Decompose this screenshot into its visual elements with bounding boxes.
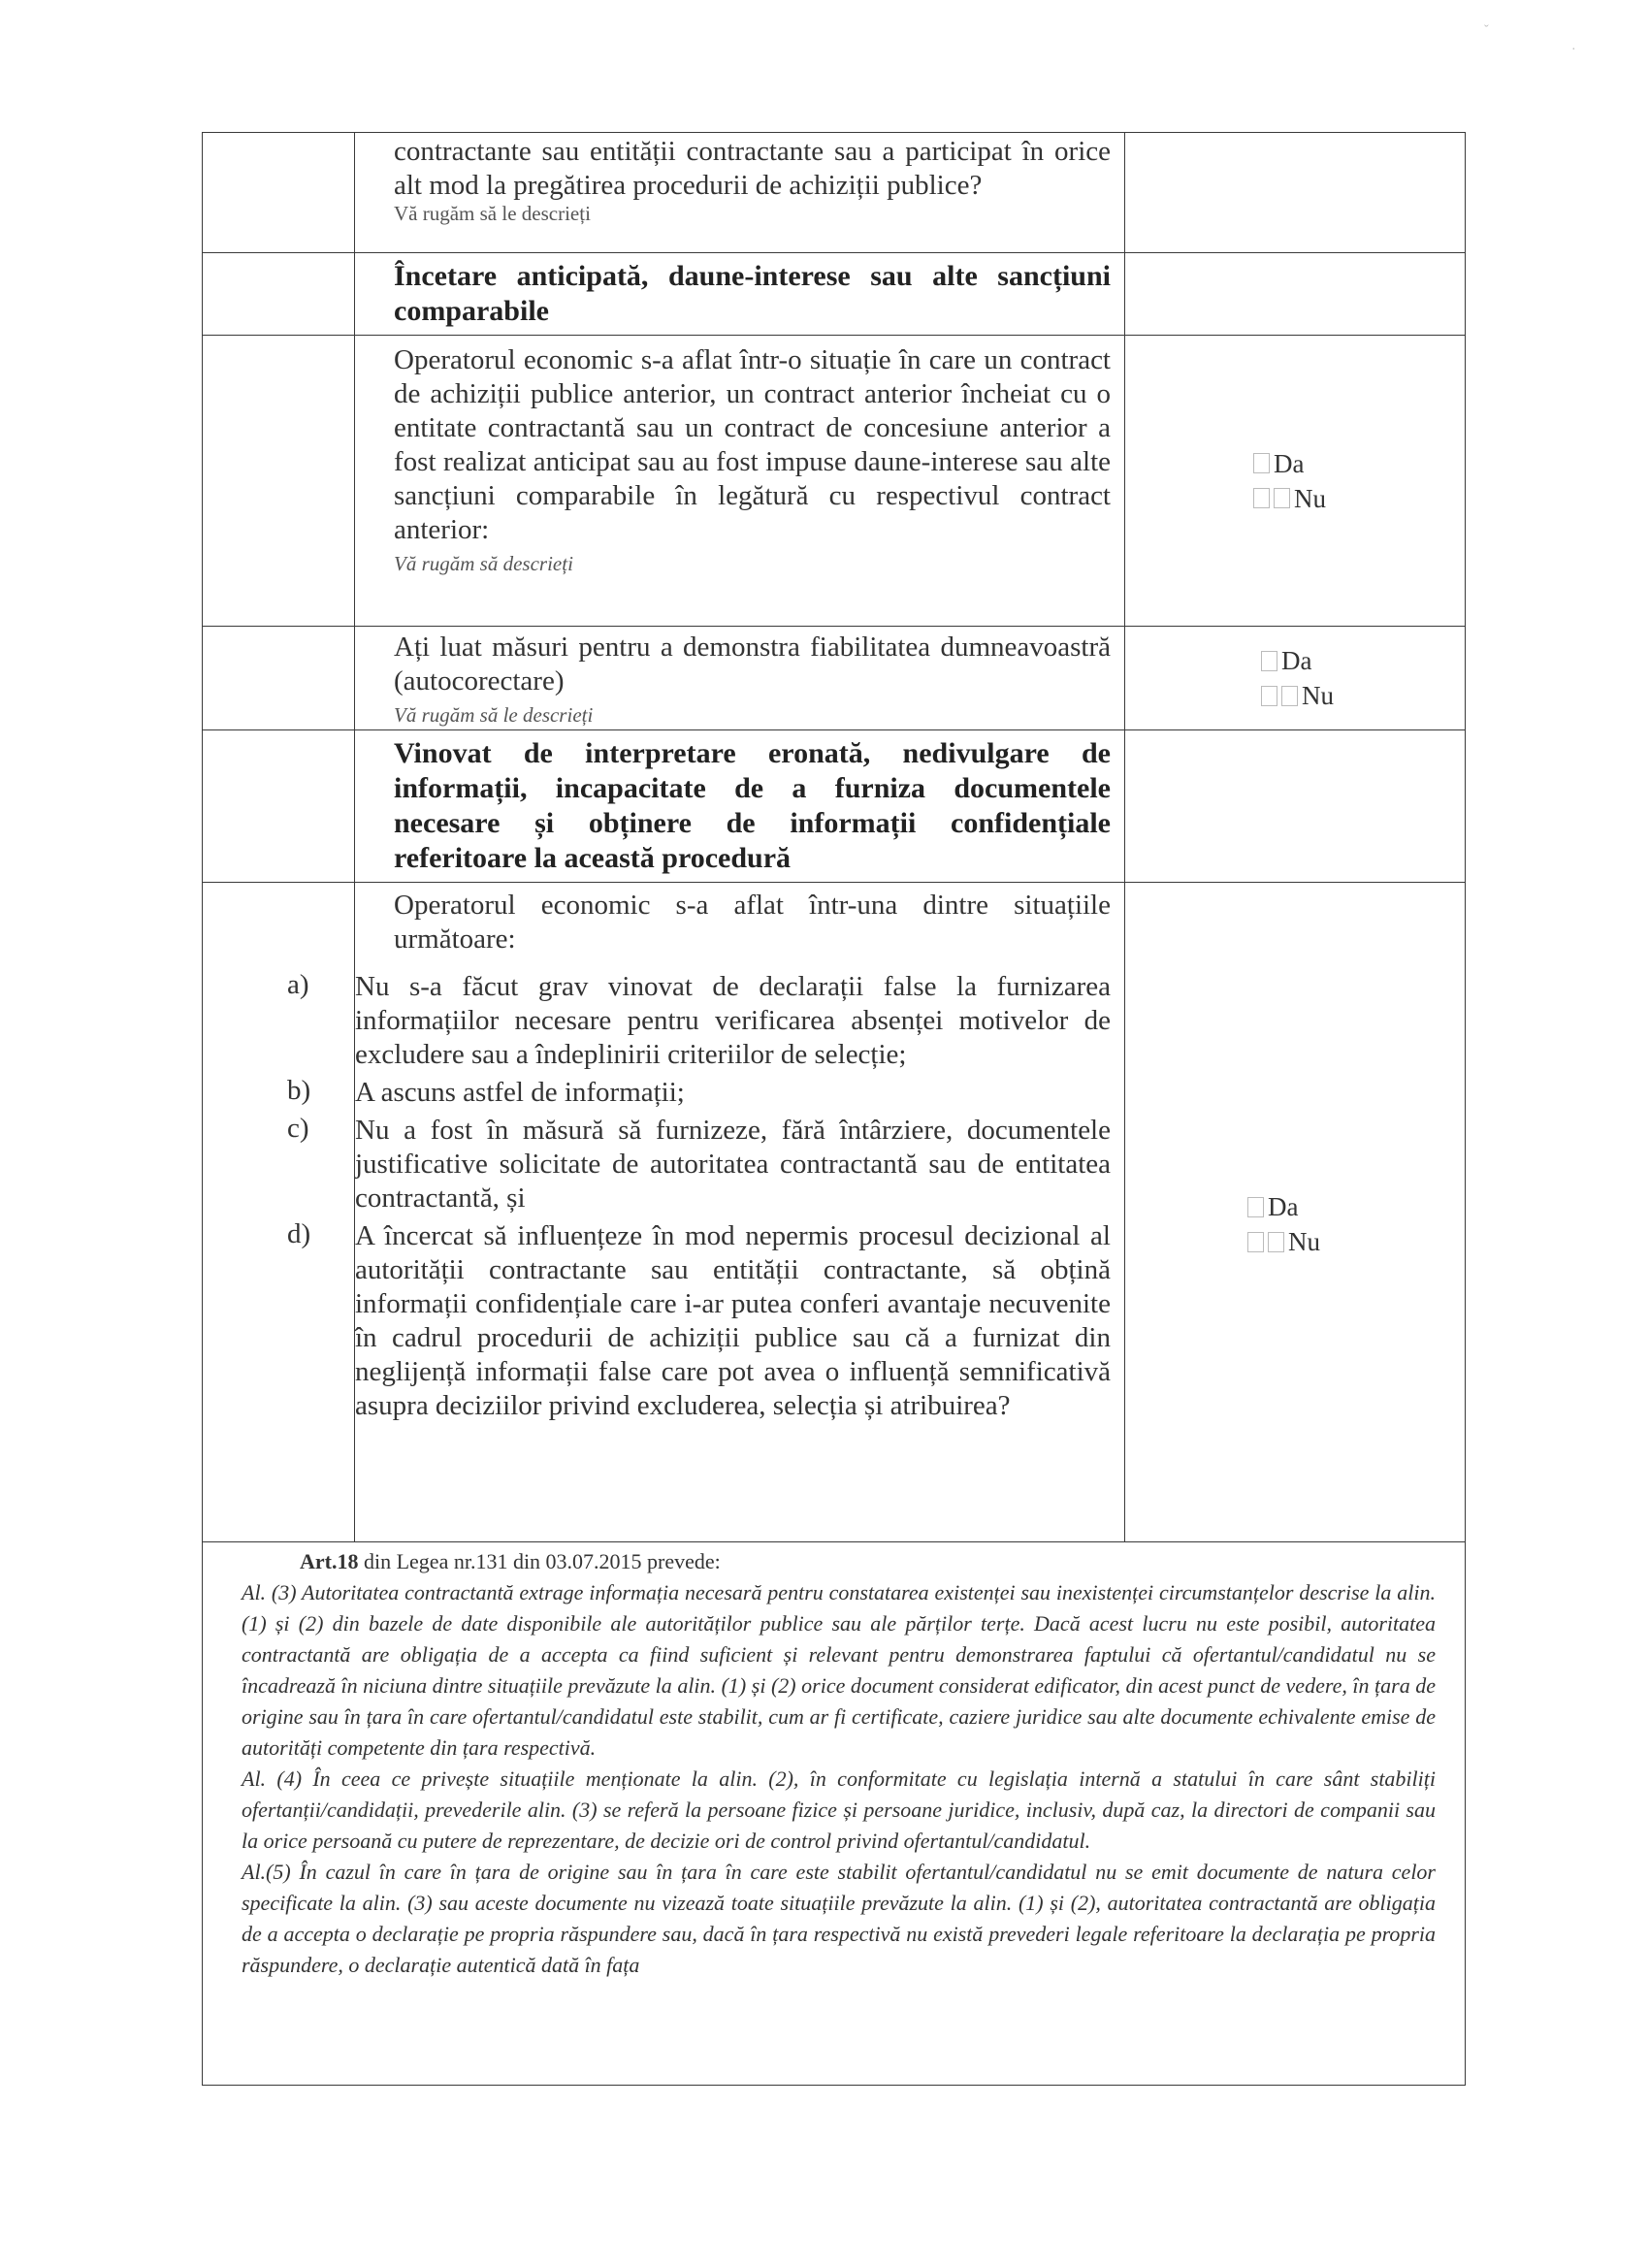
yes-no-options <box>1125 446 1465 516</box>
option-yes[interactable] <box>1247 1189 1298 1224</box>
question-text: contractante sau entității contractante sau a participat în orice alt mod la pregătirea procedurii de achiziții publice? <box>394 136 1111 201</box>
checkbox-no[interactable] <box>1274 488 1290 508</box>
declaration-table <box>202 132 1466 2086</box>
option-yes-label: Da <box>1274 448 1305 478</box>
row-number-cell <box>203 730 355 883</box>
row-number-cell <box>203 253 355 336</box>
section-heading-cell <box>355 730 1125 883</box>
question-intro: Operatorul economic s-a aflat într-una dintre situațiile următoare: <box>394 890 1111 955</box>
question-cell <box>355 627 1125 730</box>
list-letter: d) <box>287 1218 311 1249</box>
answer-cell <box>1125 627 1466 730</box>
checkbox-yes[interactable] <box>1261 651 1277 671</box>
checkbox-yes[interactable] <box>1247 1197 1264 1217</box>
option-yes[interactable] <box>1261 643 1311 678</box>
table-row <box>203 1542 1466 2086</box>
section-heading: Vinovat de interpretare eronată, nedivulgare de informații, incapacitate de a furniza documentele necesare și obținere de informații confidențiale referitoare la această procedură <box>394 737 1111 874</box>
row-number-cell <box>203 883 355 1542</box>
option-no[interactable] <box>1253 481 1326 516</box>
list-item <box>287 968 1124 1074</box>
row-number-cell <box>203 133 355 253</box>
checkbox-no[interactable] <box>1281 686 1298 706</box>
answer-cell <box>1125 883 1466 1542</box>
table-row <box>203 336 1466 627</box>
answer-cell <box>1125 133 1466 253</box>
checkbox-no[interactable] <box>1247 1232 1264 1252</box>
legal-note-cell <box>203 1542 1466 2086</box>
article-label: Art.18 <box>300 1549 359 1573</box>
article-source: din Legea nr.131 din 03.07.2015 prevede: <box>363 1549 721 1573</box>
checkbox-no[interactable] <box>1268 1232 1284 1252</box>
option-no[interactable] <box>1247 1224 1320 1259</box>
list-item-text: Nu a fost în măsură să furnizeze, fără întârziere, documentele justificative solicitate de autoritatea contractantă sau de entitatea contractantă, și <box>355 1115 1111 1214</box>
legal-paragraph: Al. (3) Autoritatea contractantă extrage informația necesară pentru constatarea existenței sau inexistenței circumstanțelor descrise la alin. (1) și (2) din bazele de date disponibile ale autorităților publice sau ale părților terțe. Dacă acest lucru nu este posibil, autoritatea contractantă are obligația de a accepta ca fiind suficient și relevant pentru demonstrarea faptului că ofertantul/candidatul nu se încadrează în niciuna dintre situațiile prevăzute la alin. (1) și (2) orice document considerat edificator, din acest punct de vedere, în țara de origine sau în țara în care ofertantul/candidatul este stabilit, cum ar fi certificate, caziere juridice sau alte documente echivalente emise de autorități competente din țara respectivă. <box>242 1580 1436 1760</box>
answer-cell <box>1125 253 1466 336</box>
option-yes[interactable] <box>1253 446 1304 481</box>
option-yes-label: Da <box>1268 1192 1299 1221</box>
section-heading: Încetare anticipată, daune-interese sau alte sancțiuni comparabile <box>394 260 1111 327</box>
legal-paragraph: Al.(5) În cazul în care în țara de origine sau în țara în care este stabilit ofertantul/candidatul nu se emit documente de natura celor specificate la alin. (3) sau aceste documente nu vizează toate situațiile prevăzute la alin. (1) și (2), autoritatea contractantă are obligația de a accepta o declarație pe propria răspundere sau, dacă în țara respectivă nu există prevederi legale referitoare la declarația pe propria răspundere, o declarație autentică dată în fața <box>242 1860 1436 1977</box>
option-no-label: Nu <box>1302 681 1334 710</box>
yes-no-options <box>1125 883 1465 1259</box>
question-cell <box>287 883 1125 1542</box>
legal-note <box>203 1542 1465 1985</box>
list-item <box>287 1074 1124 1112</box>
hint-text: Vă rugăm să le descrieți <box>394 202 591 225</box>
table-row <box>203 883 1466 1542</box>
table-row <box>203 253 1466 336</box>
hint-text: Vă rugăm să descrieți <box>394 552 573 575</box>
question-text: Operatorul economic s-a aflat într-o situație în care un contract de achiziții publice anterior, un contract anterior încheiat cu o entitate contractantă sau un contract de concesiune anterior a fost realizat anticipat sau au fost impuse daune-interese sau alte sancțiuni comparabile în legătură cu respectivul contract anterior: <box>394 344 1111 545</box>
option-yes-label: Da <box>1281 646 1312 675</box>
list-item-text: A încercat să influențeze în mod nepermis procesul decizional al autorității contractante sau entității contractante, să obțină informații confidențiale care i-ar putea conferi avantaje necuvenite în cadrul procedurii de achiziții publice sau că a furnizat din neglijență informații false care pot avea o influență semnificativă asupra deciziilor privind excluderea, selecția și atribuirea? <box>355 1220 1111 1421</box>
list-letter: a) <box>287 969 309 1000</box>
scan-mark: · <box>1571 43 1576 57</box>
row-number-cell <box>203 627 355 730</box>
table-row <box>203 133 1466 253</box>
row-number-cell <box>203 336 355 627</box>
list-item <box>287 1112 1124 1217</box>
option-no-label: Nu <box>1294 483 1326 513</box>
checkbox-yes[interactable] <box>1253 453 1270 473</box>
option-no-label: Nu <box>1288 1227 1320 1256</box>
legal-paragraph: Al. (4) În ceea ce privește situațiile menționate la alin. (2), în conformitate cu legislația internă a statului în care sânt stabiliți ofertanții/candidații, prevederile alin. (3) se referă la persoane fizice și persoane juridice, inclusiv, după caz, la directori de companii sau la orice persoană cu putere de reprezentare, de decizie ori de control privind ofertantul/candidatul. <box>242 1766 1436 1853</box>
list-item-text: Nu s-a făcut grav vinovat de declarații false la furnizarea informațiilor necesare pentru verificarea absenței motivelor de excludere sau a îndeplinirii criteriilor de selecție; <box>355 971 1111 1070</box>
question-cell <box>355 133 1125 253</box>
question-cell <box>355 336 1125 627</box>
scan-mark: ˇ <box>1484 23 1489 38</box>
yes-no-options <box>1125 643 1465 713</box>
legal-reference <box>242 1546 1436 1577</box>
situation-list <box>287 968 1124 1425</box>
list-letter: b) <box>287 1075 311 1106</box>
hint-text: Vă rugăm să le descrieți <box>394 703 594 727</box>
list-letter: c) <box>287 1113 309 1144</box>
table-row <box>203 627 1466 730</box>
list-item <box>287 1217 1124 1425</box>
question-text: Ați luat măsuri pentru a demonstra fiabilitatea dumneavoastră (autocorectare) <box>394 632 1111 697</box>
answer-cell <box>1125 730 1466 883</box>
section-heading-cell <box>355 253 1125 336</box>
checkbox-no[interactable] <box>1253 488 1270 508</box>
checkbox-no[interactable] <box>1261 686 1277 706</box>
list-item-text: A ascuns astfel de informații; <box>355 1077 685 1108</box>
answer-cell <box>1125 336 1466 627</box>
option-no[interactable] <box>1261 678 1334 713</box>
table-row <box>203 730 1466 883</box>
